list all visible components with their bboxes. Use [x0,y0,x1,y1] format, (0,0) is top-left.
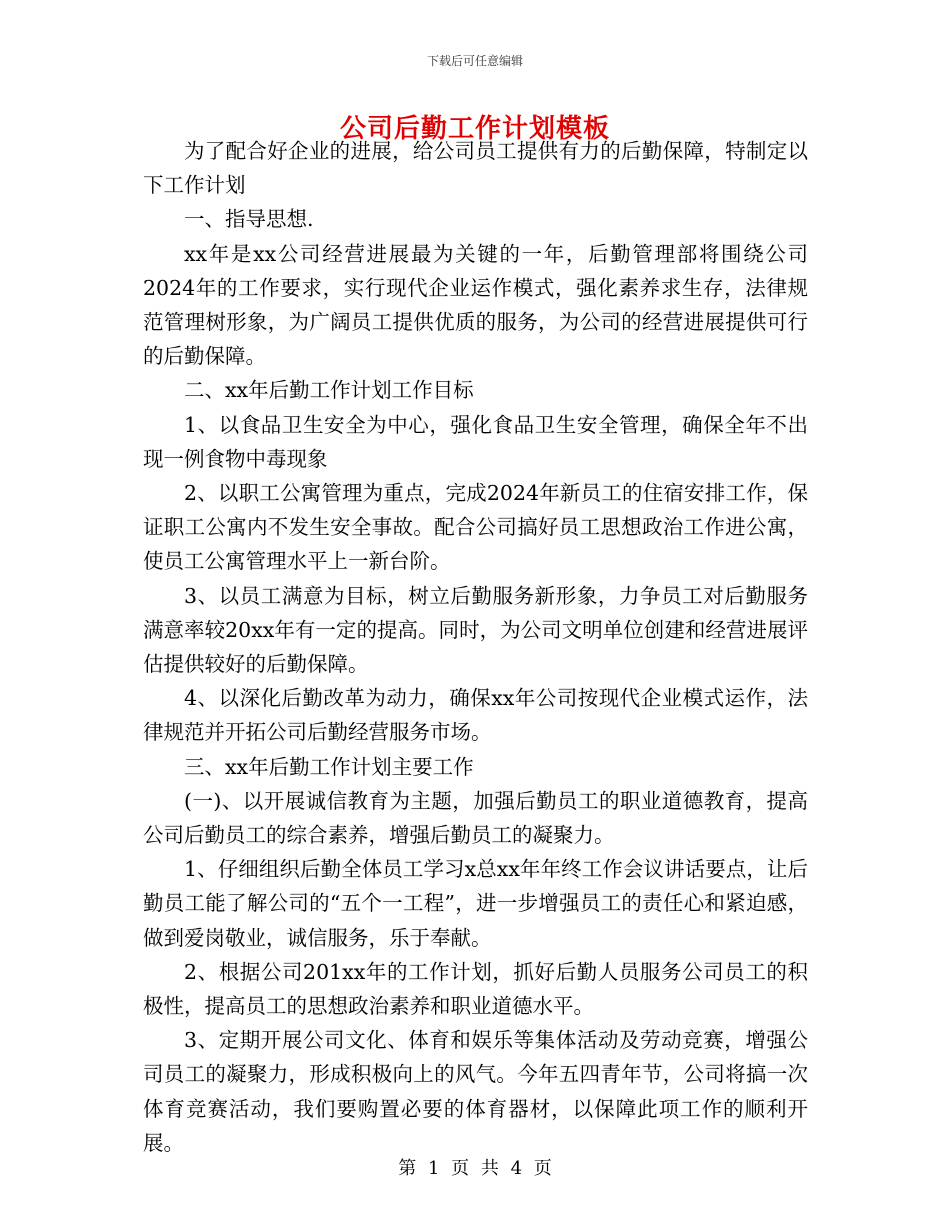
section-heading-goals: 二、xx年后勤工作计划工作目标 [184,378,474,403]
section-heading-main-work: 三、xx年后勤工作计划主要工作 [184,754,474,779]
goal-item-3: 3、以员工满意为目标，树立后勤服务新形象，力争员工对后勤服务满意率较20xx年有一定的提高。同时，为公司文明单位创建和经营进展评估提供较好的后勤保障。 [143,583,808,677]
work-item-2: 2、根据公司201xx年的工作计划，抓好后勤人员服务公司员工的积极性，提高员工的思想政治素养和职业道德水平。 [143,959,808,1019]
page-header: 下载后可任意编辑 [426,54,523,68]
document-body [143,134,808,1160]
work-item-1: 1、仔细组织后勤全体员工学习x总xx年年终工作会议讲话要点，让后勤员工能了解公司的“五个一工程”，进一步增强员工的责任心和紧迫感，做到爱岗敬业，诚信服务，乐于奉献。 [143,857,808,950]
intro-paragraph: 为了配合好企业的进展，给公司员工提供有力的后勤保障，特制定以下工作计划 [143,139,808,198]
goal-item-1: 1、以食品卫生安全为中心，强化食品卫生安全管理，确保全年不出现一例食物中毒现象 [143,412,808,471]
page-footer: 第 1 页 共 4 页 [398,1158,552,1179]
goal-item-4: 4、以深化后勤改革为动力，确保xx年公司按现代企业模式运作，法律规范并开拓公司后勤经营服务市场。 [143,686,808,745]
section-heading-guiding-thought: 一、指导思想. [184,207,314,232]
document-title: 公司后勤工作计划模板 [339,114,610,144]
subsection-heading: (一)、以开展诚信教育为主题，加强后勤员工的职业道德教育，提高公司后勤员工的综合素养，增强后勤员工的凝聚力。 [143,788,808,848]
goal-item-2: 2、以职工公寓管理为重点，完成2024年新员工的住宿安排工作，保证职工公寓内不发生安全事故。配合公司搞好员工思想政治工作进公寓，使员工公寓管理水平上一新台阶。 [143,481,808,574]
paragraph: xx年是xx公司经营进展最为关键的一年，后勤管理部将围绕公司2024年的工作要求，实行现代企业运作模式，强化素养求生存，法律规范管理树形象，为广阔员工提供优质的服务，为公司的经营进展提供可行的后勤保障。 [143,241,808,369]
work-item-3: 3、定期开展公司文化、体育和娱乐等集体活动及劳动竞赛，增强公司员工的凝聚力，形成积极向上的风气。今年五四青年节，公司将搞一次体育竞赛活动，我们要购置必要的体育器材，以保障此项工作的顺利开展。 [143,1028,808,1155]
